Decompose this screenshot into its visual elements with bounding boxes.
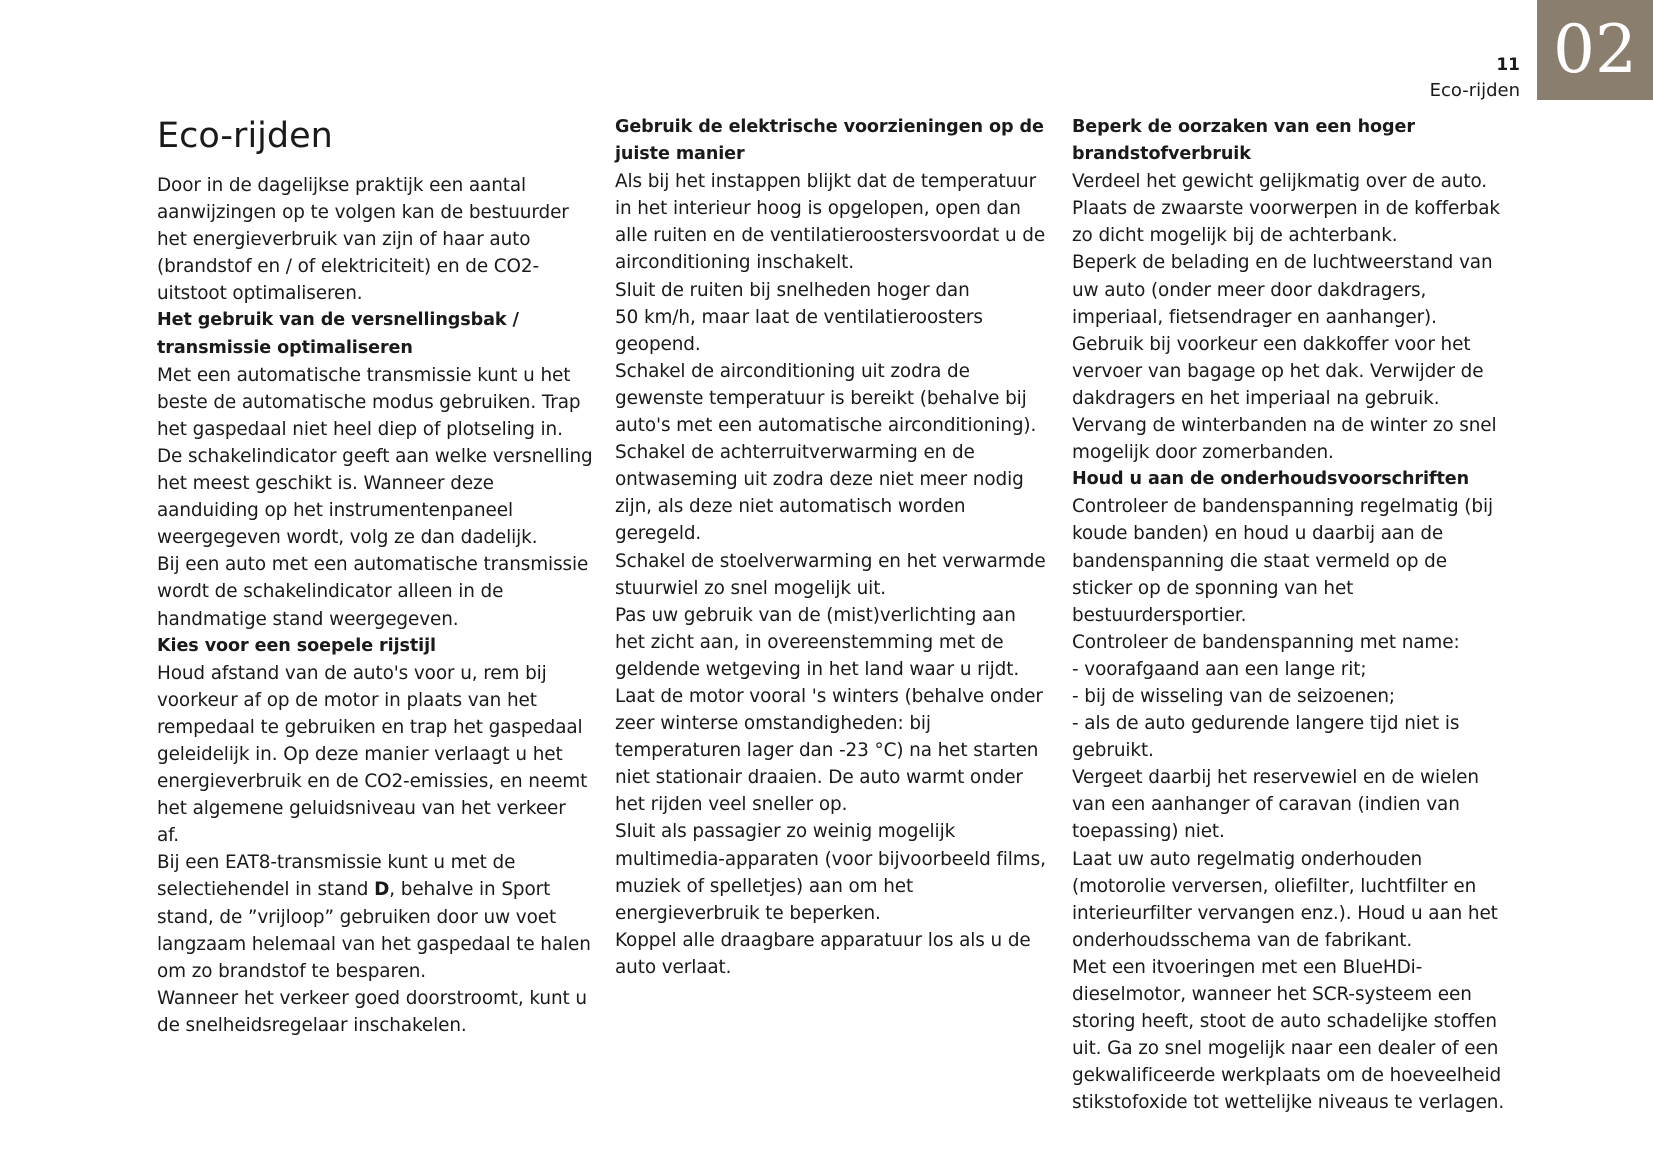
- eat8-paragraph: [157, 849, 593, 984]
- paragraph: Sluit de ruiten bij snelheden hoger dan: [615, 279, 970, 301]
- gear-position-d: D: [374, 879, 390, 901]
- intro-paragraph: Door in de dagelijkse praktijk een aantal aanwijzingen op te volgen kan de bestuurder het energieverbruik van zijn of haar auto (brandstof en / of elektriciteit) en de CO2-uitstoot optimaliseren.: [157, 175, 569, 305]
- paragraph: Houd afstand van de auto's voor u, rem bij voorkeur af op de motor in plaats van het rempedaal te gebruiken en trap het gaspedaal geleidelijk in. Op deze manier verlaagt u het energieverbruik en de CO2-emissies, en neemt het algemene geluidsniveau van het verkeer af.: [157, 662, 588, 847]
- list-item: - voorafgaand aan een lange rit;: [1072, 658, 1367, 680]
- paragraph: Vergeet daarbij het reservewiel en de wielen van een aanhanger of caravan (indien van toepassing) niet.: [1072, 767, 1479, 843]
- paragraph: Controleer de bandenspanning regelmatig (bij koude banden) en houd u daarbij aan de bandenspanning die staat vermeld op de sticker op de sponning van het bestuurdersportier.: [1072, 496, 1493, 626]
- paragraph: Wanneer het verkeer goed doorstroomt, kunt u de snelheidsregelaar inschakelen.: [157, 987, 587, 1036]
- eat8-text-after: , behalve in Sport stand, de ”vrijloop” gebruiken door uw voet langzaam helemaal van het gaspedaal te halen om zo brandstof te besparen.: [157, 879, 591, 982]
- paragraph: Laat uw auto regelmatig onderhouden (motorolie verversen, oliefilter, luchtfilter en interieurfilter vervangen enz.). Houd u aan het onderhoudsschema van de fabrikant.: [1072, 848, 1498, 951]
- paragraph: Plaats de zwaarste voorwerpen in de kofferbak zo dicht mogelijk bij de achterbank.: [1072, 198, 1500, 247]
- paragraph: Met een automatische transmissie kunt u het beste de automatische modus gebruiken. Trap het gaspedaal niet heel diep of plotseling in.: [157, 364, 581, 440]
- column-1: [157, 114, 593, 1039]
- page-header: [1430, 52, 1520, 104]
- page-title: Eco-rijden: [157, 116, 333, 156]
- paragraph: Schakel de achterruitverwarming en de ontwaseming uit zodra deze niet meer nodig zijn, als deze niet automatisch worden geregeld.: [615, 442, 1024, 545]
- section-name: Eco-rijden: [1429, 80, 1520, 101]
- paragraph: Schakel de airconditioning uit zodra de gewenste temperatuur is bereikt (behalve bij auto's met een automatische airconditioning).: [615, 360, 1037, 437]
- paragraph: Controleer de bandenspanning met name:: [1072, 631, 1460, 653]
- paragraph: Koppel alle draagbare apparatuur los als u de auto verlaat.: [615, 929, 1031, 978]
- eat8-text-before: Bij een EAT8-transmissie kunt u met de selectiehendel in stand: [157, 852, 516, 901]
- paragraph: Bij een auto met een automatische transmissie wordt de schakelindicator alleen in de handmatige stand weergegeven.: [157, 554, 589, 630]
- paragraph: Beperk de belading en de luchtweerstand van uw auto (onder meer door dakdragers, imperiaal, fietsendrager en aanhanger).: [1072, 252, 1493, 328]
- paragraph: 50 km/h, maar laat de ventilatieroosters geopend.: [615, 306, 983, 355]
- paragraph: Laat de motor vooral 's winters (behalve onder zeer winterse omstandigheden: bij temperaturen lager dan -23 °C) na het starten niet stationair draaien. De auto warmt onder het rijden veel sneller op.: [615, 685, 1043, 816]
- paragraph: De schakelindicator geeft aan welke versnelling het meest geschikt is. Wanneer deze aanduiding op het instrumentenpaneel weergegeven wordt, volg ze dan dadelijk.: [157, 445, 593, 549]
- paragraph: Met een itvoeringen met een BlueHDi-dieselmotor, wanneer het SCR-systeem een storing heeft, stoot de auto schadelijke stoffen uit. Ga zo snel mogelijk naar een dealer of een gekwalificeerde werkplaats om de hoeveelheid stikstofoxide tot wettelijke niveaus te verlagen.: [1072, 956, 1505, 1114]
- chapter-number: 02: [1553, 11, 1637, 88]
- section-heading: Het gebruik van de versnellingsbak / transmissie optimaliseren: [157, 310, 519, 358]
- paragraph: Gebruik bij voorkeur een dakkoffer voor het vervoer van bagage op het dak. Verwijder de dakdragers en het imperiaal na gebruik.: [1072, 333, 1484, 409]
- column-3: [1072, 114, 1508, 1116]
- paragraph: Schakel de stoelverwarming en het verwarmde stuurwiel zo snel mogelijk uit.: [615, 550, 1046, 599]
- paragraph: Sluit als passagier zo weinig mogelijk multimedia-apparaten (voor bijvoorbeeld films, muziek of spelletjes) aan om het energieverbruik te beperken.: [615, 821, 1046, 924]
- section-heading: Houd u aan de onderhoudsvoorschriften: [1072, 469, 1470, 490]
- paragraph: Vervang de winterbanden na de winter zo snel mogelijk door zomerbanden.: [1072, 415, 1497, 464]
- list-item: - als de auto gedurende langere tijd niet is gebruikt.: [1072, 713, 1460, 762]
- paragraph: Verdeel het gewicht gelijkmatig over de auto.: [1072, 171, 1488, 193]
- page-number: 11: [1496, 55, 1520, 75]
- list-item: - bij de wisseling van de seizoenen;: [1072, 685, 1396, 707]
- chapter-tab: [1537, 0, 1653, 100]
- paragraph: Als bij het instappen blijkt dat de temperatuur in het interieur hoog is opgelopen, open dan alle ruiten en de ventilatieroostersvoordat u de airconditioning inschakelt.: [615, 171, 1046, 274]
- section-heading: Beperk de oorzaken van een hoger brandstofverbruik: [1072, 117, 1415, 165]
- section-heading: Gebruik de elektrische voorzieningen op de juiste manier: [615, 117, 1044, 165]
- section-heading: Kies voor een soepele rijstijl: [157, 635, 436, 656]
- paragraph: Pas uw gebruik van de (mist)verlichting aan het zicht aan, in overeenstemming met de geldende wetgeving in het land waar u rijdt.: [615, 604, 1020, 680]
- column-2: [615, 114, 1051, 981]
